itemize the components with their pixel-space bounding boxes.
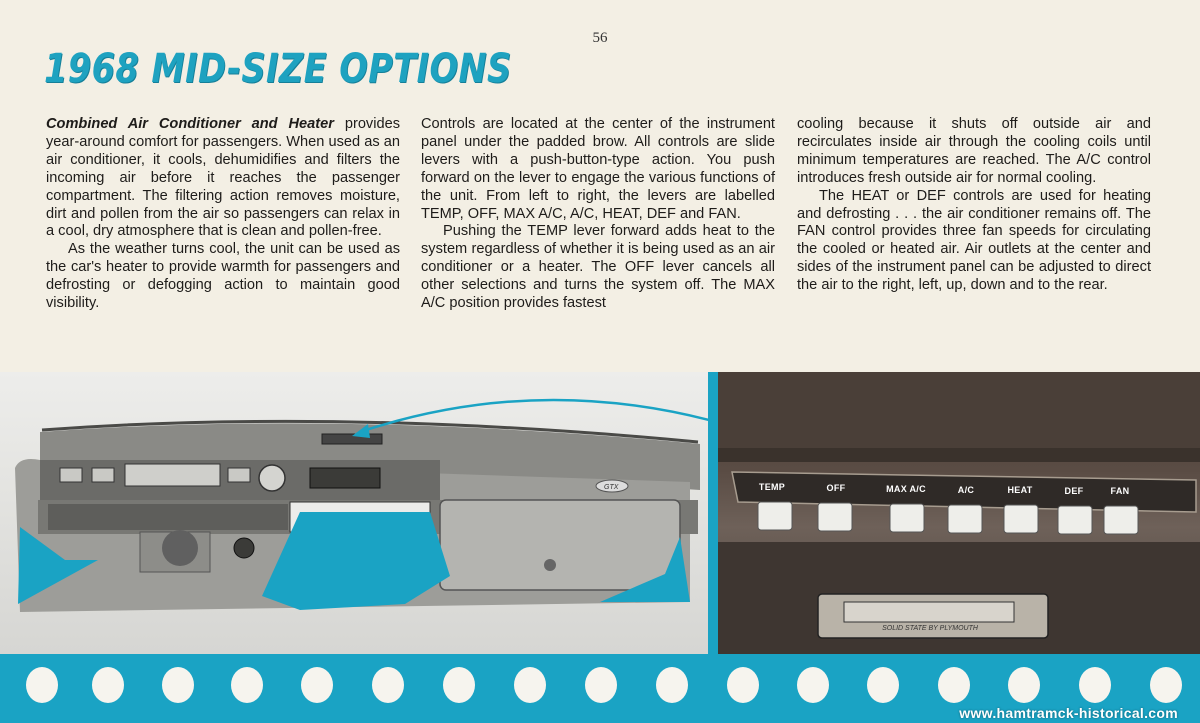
text-column-2 (421, 116, 775, 313)
film-strip (0, 654, 1200, 723)
paragraph: Controls are located at the center of the instrument panel under the padded brow. All controls are slide levers with a push-button-type action. You push forward on the lever to engage the various functions of the unit. From left to right, the levers are labelled TEMP, OFF, MAX A/C, A/C, HEAT, DEF and FAN. (421, 116, 775, 222)
paragraph: The HEAT or DEF controls are used for heating and defrosting . . . the air conditioner remains off. The FAN control provides three fan speeds for circulating the cooled or heated air. Air outlets at the center and sides of the instrument panel can be adjusted to direct the air to the right, left, up, down and to the rear. (797, 187, 1151, 294)
film-hole (1008, 667, 1040, 703)
page-title: 1968 MID-SIZE OPTIONS (44, 46, 512, 92)
accent-bar (708, 372, 718, 654)
paragraph (46, 116, 400, 241)
film-hole (938, 667, 970, 703)
film-hole (26, 667, 58, 703)
paragraph: As the weather turns cool, the unit can be used as the car's heater to provide warmth for passengers and defrosting or defogging action to maintain good visibility. (46, 241, 400, 312)
film-hole (1079, 667, 1111, 703)
page-number: 56 (592, 30, 608, 46)
paragraph: Pushing the TEMP lever forward adds heat to the system regardless of whether it is being used as an air conditioner or a heater. The OFF lever cancels all other selections and turns the system off. The MAX A/C position provides fastest (421, 223, 775, 312)
film-hole (1150, 667, 1182, 703)
film-hole (585, 667, 617, 703)
gtx-badge: GTX (604, 484, 619, 491)
film-hole (656, 667, 688, 703)
label-off: OFF (826, 483, 846, 493)
label-max-ac: MAX A/C (886, 484, 926, 494)
label-heat: HEAT (1007, 485, 1033, 495)
film-hole (867, 667, 899, 703)
label-fan: FAN (1110, 486, 1130, 496)
dashboard-photo (0, 372, 708, 654)
film-hole (727, 667, 759, 703)
label-temp: TEMP (758, 482, 786, 492)
label-ac: A/C (957, 485, 975, 495)
watermark: www.hamtramck-historical.com (959, 705, 1178, 721)
paragraph-text: provides year-around comfort for passengers. When used as an air conditioner, it cools, dehumidifies and filters the incoming air before it reaches the passenger compartment. The filtering action removes moisture, dirt and pollen from the air so passengers can relax in a cool, dry atmosphere that is clean and pollen-free. (46, 116, 401, 240)
text-column-1 (46, 116, 400, 313)
paragraph: cooling because it shuts off outside air and recirculates inside air through the cooling coils until minimum temperatures are reached. The A/C control introduces fresh outside air for normal cooling. (797, 116, 1151, 186)
control-panel-photo (718, 372, 1200, 654)
radio-label: SOLID STATE BY PLYMOUTH (882, 625, 978, 632)
film-hole (443, 667, 475, 703)
film-hole (797, 667, 829, 703)
lead-heading: Combined Air Conditioner and Heater (46, 116, 334, 132)
text-column-3 (797, 116, 1151, 295)
control-panel-illustration (718, 372, 1200, 654)
film-hole (514, 667, 546, 703)
control-levers (758, 502, 1138, 534)
film-hole (162, 667, 194, 703)
film-hole (301, 667, 333, 703)
film-hole (231, 667, 263, 703)
label-def: DEF (1064, 486, 1084, 496)
film-hole (372, 667, 404, 703)
photo-band (0, 372, 1200, 654)
dashboard-illustration (0, 372, 708, 654)
film-hole (92, 667, 124, 703)
